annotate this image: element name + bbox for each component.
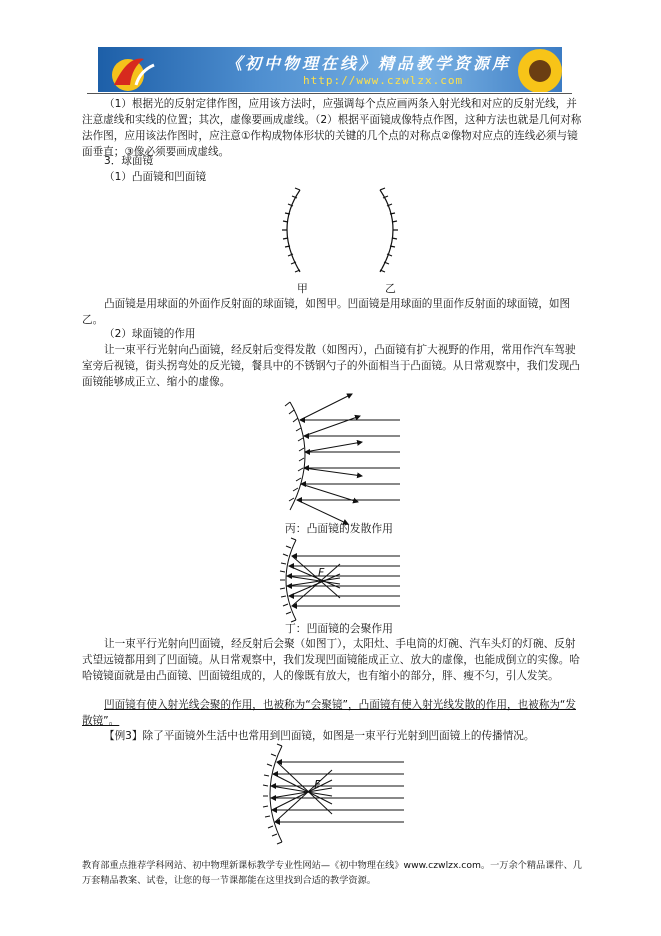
figure-example-concave: [262, 744, 408, 844]
focus-label-example: F: [314, 778, 321, 792]
paragraph-mirror-definitions: 凸面镜是用球面的外面作反射面的球面镜，如图甲。凹面镜是用球面的里面作反射面的球面镜，如图乙。: [82, 298, 571, 326]
header-url[interactable]: http://www.czwlzx.com: [303, 74, 464, 87]
paragraph-mirror-nicknames: 凹面镜有使入射光线会聚的作用，也被称为“会聚镜”，凸面镜有使入射光线发散的作用，也被称为“发散镜”。: [82, 699, 576, 727]
focus-label-ding: F: [318, 566, 325, 579]
figure-convex-divergence: [270, 398, 410, 518]
example-3: 【例3】除了平面镜外生活中也常用到凹面镜，如图是一束平行光射到凹面镜上的传播情况。: [104, 730, 535, 742]
figure-concave-convergence: [280, 538, 404, 622]
paragraph-drawing-methods: （1）根据光的反射定律作图，应用该方法时，应强调每个点应画两条入射光线和对应的反射光线，并注意虚线和实线的位置；其次，虚像要画成虚线。（2）根据平面镜成像特点作图，这种方法也就是几何对称法作图，应用该法作图时，应注意①作构成物体形状的关键的几个点的对称点②像物对应点的连线必须与镜面垂直；③像必须要画成虚线。: [82, 98, 582, 158]
paragraph-convex-function: 让一束平行光射向凸面镜，经反射后变得发散（如图丙），凸面镜有扩大视野的作用，常用作汽车驾驶室旁后视镜，街头拐弯处的反光镜，餐具中的不锈钢勺子的外面相当于凸面镜。从日常观察中，我们发现凸面镜能够成正立、缩小的虚像。: [82, 344, 580, 388]
section-heading-spherical-mirrors: 3．球面镜: [104, 155, 154, 167]
label-yi: 乙: [385, 282, 396, 295]
footer-text: 教育部重点推荐学科网站、初中物理新课标教学专业性网站—《初中物理在线》www.czwlzx.com。一万余个精品课件、几万套精品教案、试卷，让您的每一节课都能在这里找到合适的教学资源。: [82, 860, 582, 886]
caption-concave-convergence: 丁：凹面镜的会聚作用: [285, 622, 393, 635]
label-jia: 甲: [297, 282, 308, 295]
figure-convex-concave-mirrors: [270, 186, 410, 296]
header-divider: [87, 93, 572, 94]
header-banner: [98, 47, 562, 92]
logo-icon: [104, 49, 164, 91]
header-title: 《初中物理在线》精品教学资源库: [226, 54, 512, 73]
sunflower-icon: [500, 47, 562, 92]
caption-convex-divergence: 丙：凸面镜的发散作用: [285, 522, 393, 535]
subheading-mirror-function: （2）球面镜的作用: [104, 328, 196, 340]
mirror-yi: [380, 188, 398, 272]
mirror-jia: [282, 188, 300, 272]
paragraph-concave-function: 让一束平行光射向凹面镜，经反射后会聚（如图丁），太阳灶、手电筒的灯碗、汽车头灯的灯碗、反射式望远镜都用到了凹面镜。从日常观察中，我们发现凹面镜能成正立、放大的虚像，也能成倒立的实像。哈哈镜镜面就是由凸面镜、凹面镜组成的，人的像既有放大，也有缩小的部分，胖、瘦不匀，引人发笑。: [82, 638, 580, 682]
subheading-convex-concave: （1）凸面镜和凹面镜: [104, 171, 207, 183]
